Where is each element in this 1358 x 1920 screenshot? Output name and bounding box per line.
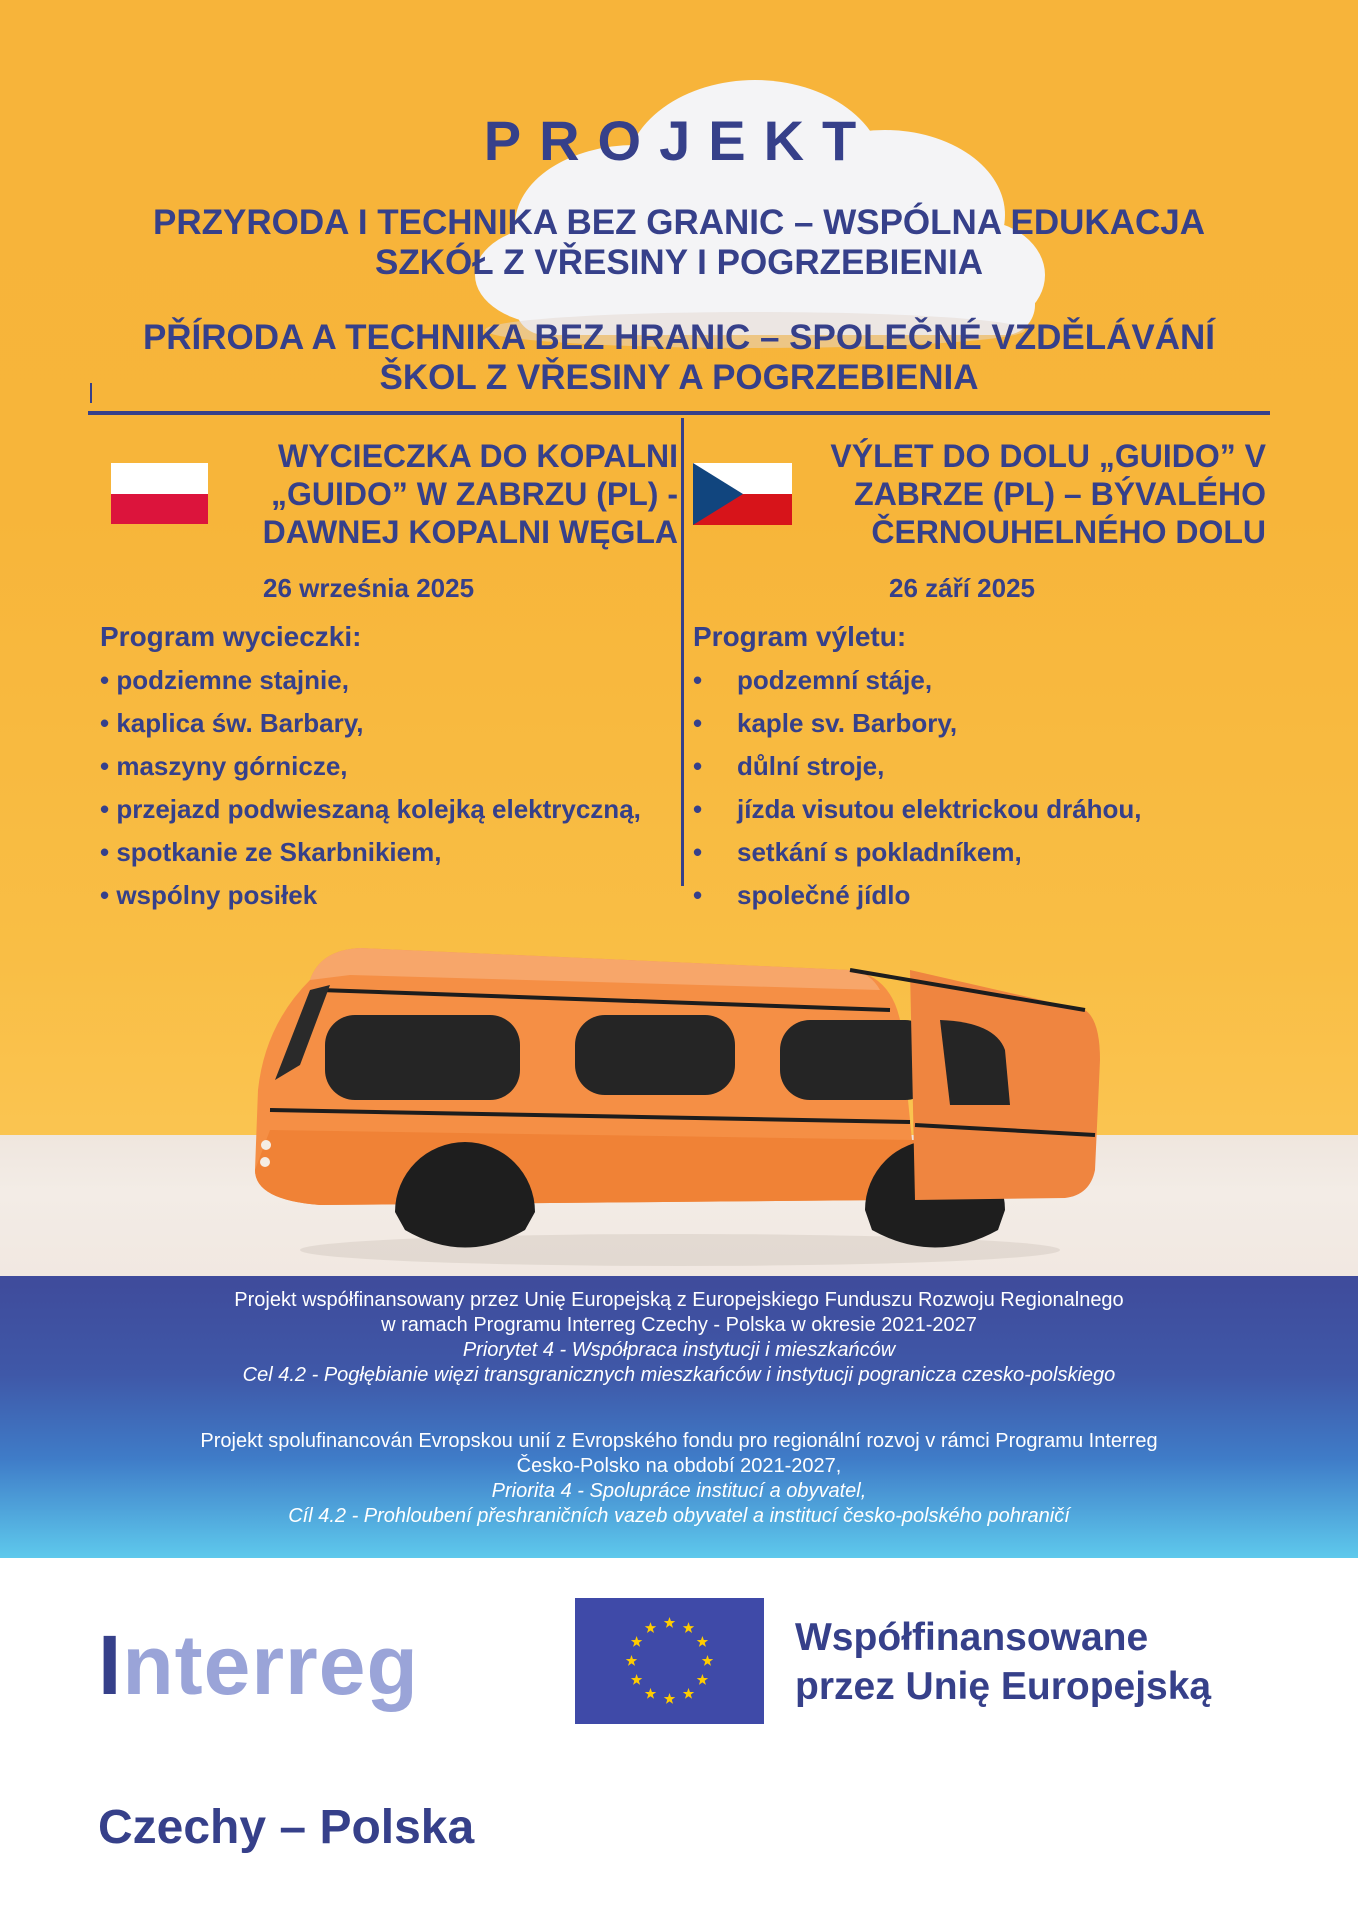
program-item-pl: • wspólny posiłek [100,880,318,910]
trip-heading-pl-line2: „GUIDO” W ZABRZU (PL) - [270,476,678,512]
interreg-logo-rest: nterreg [122,1618,419,1712]
funding-cz-goal: Cíl 4.2 - Prohloubení přeshraničních vazeb obyvatel a institucí česko-polského pohraničí [288,1505,1070,1527]
eu-label-line2: przez Unię Europejską [795,1665,1212,1708]
program-item-pl: • kaplica św. Barbary, [100,708,364,738]
eu-cofinancing-label [795,1613,1211,1711]
funding-cz-line1: Projekt spolufinancován Evropskou unií z Evropského fondu pro regionální rozvoj v rámci Programu Interreg [200,1430,1158,1452]
funding-cz-line2: Česko-Polsko na období 2021-2027, [516,1455,842,1477]
vertical-divider [681,418,684,886]
project-title-pl-line1: PRZYRODA I TECHNIKA BEZ GRANIC – WSPÓLNA EDUKACJA [153,203,1205,242]
project-title-cz [0,318,1358,398]
program-title-pl: Program wycieczki: [100,621,362,652]
left-tick-mark [90,383,92,403]
program-item-pl: • maszyny górnicze, [100,751,348,781]
bullet: • [693,837,703,867]
program-item-cz [693,665,1142,708]
funding-pl-priority: Priorytet 4 - Współpraca instytucji i mieszkańców [462,1339,896,1361]
project-label: PROJEKT [483,109,875,172]
trip-heading-cz [800,437,1266,551]
trip-heading-pl-line1: WYCIECZKA DO KOPALNI [278,438,678,474]
program-item-cz-text: podzemní stáje, [737,665,933,695]
trip-heading-cz-line1: VÝLET DO DOLU „GUIDO” V [830,438,1266,474]
funding-cz-priority: Priorita 4 - Spolupráce institucí a obyvatel, [491,1480,867,1502]
bullet: • [693,665,703,695]
eu-flag-icon [575,1598,764,1724]
program-item-cz-text: jízda visutou elektrickou dráhou, [737,794,1142,824]
trip-date-pl: 26 września 2025 [263,573,475,603]
funding-band [0,1276,1358,1558]
funding-pl-line2: w ramach Programu Interreg Czechy - Polska w okresie 2021-2027 [381,1314,977,1336]
funding-pl-goal: Cel 4.2 - Pogłębianie więzi transgranicznych mieszkańców i instytucji pogranicza czesko-polskiego [242,1364,1116,1386]
funding-text-pl [0,1288,1358,1388]
interreg-logo [98,1617,419,1714]
project-title-pl-line2: SZKÓŁ Z VŘESINY I POGRZEBIENIA [374,243,984,282]
interreg-logo-initial: I [98,1618,123,1712]
program-item-cz [693,751,1142,794]
trip-heading-cz-line2: ZABRZE (PL) – BÝVALÉHO [854,476,1266,512]
project-title-pl [0,203,1358,283]
program-item-pl: • podziemne stajnie, [100,665,349,695]
program-item-cz-text: společné jídlo [737,880,911,910]
project-title-cz-line2: ŠKOL Z VŘESINY A POGRZEBIENIA [379,358,979,397]
program-list-cz [693,621,1142,923]
bullet: • [693,708,703,738]
czech-flag-icon [693,463,792,525]
program-item-pl: • przejazd podwieszaną kolejką elektryczną, [100,794,641,824]
poland-flag-icon [111,463,208,524]
program-item-cz [693,794,1142,837]
eu-label-line1: Współfinansowane [795,1616,1149,1659]
program-item-cz-text: setkání s pokladníkem, [737,837,1022,867]
program-item-cz [693,708,1142,751]
trip-heading-pl [220,437,678,551]
program-list-pl [100,621,641,923]
project-title-cz-line1: PŘÍRODA A TECHNIKA BEZ HRANIC – SPOLEČNÉ VZDĚLÁVÁNÍ [142,318,1216,357]
program-item-cz [693,837,1142,880]
funding-text-cz [0,1429,1358,1529]
trip-date-cz: 26 září 2025 [889,573,1036,603]
program-item-cz-text: kaple sv. Barbory, [737,708,958,738]
trip-heading-pl-line3: DAWNEJ KOPALNI WĘGLA [262,514,678,550]
program-item-cz-text: důlní stroje, [737,751,885,781]
bullet: • [693,794,703,824]
program-title-cz: Program výletu: [693,621,907,652]
program-item-pl: • spotkanie ze Skarbnikiem, [100,837,442,867]
bullet: • [693,751,703,781]
funding-pl-line1: Projekt współfinansowany przez Unię Europejską z Europejskiego Funduszu Rozwoju Regionalnego [234,1289,1124,1311]
program-item-cz [693,880,1142,923]
horizontal-divider [88,411,1270,415]
program-country-label: Czechy – Polska [98,1801,475,1854]
bullet: • [693,880,703,910]
trip-heading-cz-line3: ČERNOUHELNÉHO DOLU [871,514,1266,550]
paper-bus-illustration [250,930,1100,1276]
